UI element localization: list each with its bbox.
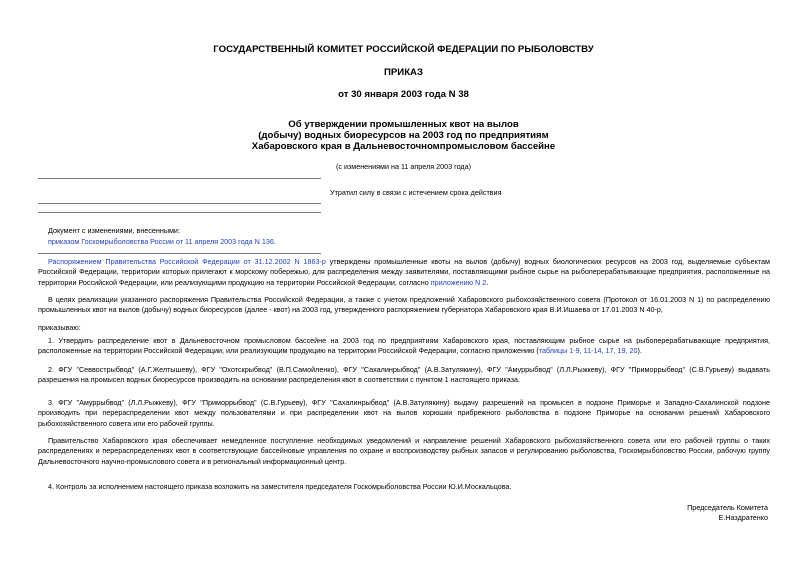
doc-type: ПРИКАЗ — [384, 67, 423, 78]
paragraph-2: В целях реализации указанного распоряжения Правительства Российской Федерации, а также с учетом предложений Хабаровского рыбохозяйственного совета (Протокол от 16.01.2003 N 1) по распределению промышленных квот на вылов (добычу) водных биоресурсов (далее - квот) на 2003 год, утвержденного распоряжением губернатора Хабаровского края В.И.Ишаева от 17.01.2003 N 40-р, — [38, 295, 770, 315]
signature-name: Е.Наздратенко — [718, 513, 768, 522]
paragraph-item-2: 2. ФГУ "Севвострыбвод" (А.Г.Желтышеву), ФГУ "Охотскрыбвод" (В.П.Самойленко), ФГУ "Сахалинрыбвод" (А.В.Затулякину), ФГУ "Амуррыбвод" (Л.Л.Рыжкеву), ФГУ "Приморрыбвод" (С.В.Гурьеву) выдавать разрешения на промысел водных биоресурсов производить на основании распределения квот в соответствии с пунктом 1 настоящего приказа. — [38, 365, 770, 385]
divider — [38, 253, 321, 254]
divider — [38, 203, 321, 204]
doc-title-line-1: Об утверждении промышленных квот на вылов — [288, 119, 519, 130]
appendix-2-link[interactable]: приложению N 2 — [430, 277, 487, 287]
doc-title-line-3: Хабаровского края в Дальневосточномпромысловом бассейне — [251, 141, 556, 152]
paragraph-item-3: 3. ФГУ "Амуррыбвод" (Л.Л.Рыжкеву), ФГУ "Приморрыбвод" (С.В.Гурьеву), ФГУ "Сахалинрыбвод" (А.В.Затулякину) выдачу разрешений на промысел в подзоне Приморье и Западно-Сахалинской подзоне производить при перераспределении квот между пользователями и при распределении квот на вылов корюшки прибрежного рыболовства в подзоне Приморье на основании решений Хабаровского рыбохозяйственного совета или его рабочей группы. — [38, 398, 770, 428]
doc-date-number: от 30 января 2003 года N 38 — [338, 89, 469, 100]
divider — [38, 212, 321, 213]
paragraph-item-4: 4. Контроль за исполнением настоящего приказа возложить на заместителя председателя Госкомрыболовства России Ю.И.Москальцова. — [48, 482, 512, 491]
paragraph-1: Распоряжением Правительства Российской Федерации от 31.12.2002 N 1863-р утверждены промышленные квоты на вылов (добычу) водных биологических ресурсов на 2003 год, выделяемые субъектам Российской Федерации, территории которых прилегают к морскому побережью, для распределения между заявителями, поставляющими рыбное сырье на рыбоперерабатывающие предприятия, расположенные на территории Российской Федерации, или реализующими продукцию на территории Российской Федерации, согласно приложению N 2. — [38, 257, 770, 287]
doc-title-line-2: (добычу) водных биоресурсов на 2003 год по предприятиям — [258, 130, 549, 141]
paragraph-order: приказываю: — [38, 323, 81, 332]
amending-order-link[interactable]: приказом Госкомрыболовства России от 11 апреля 2003 года N 136 — [48, 237, 274, 246]
paragraph-government: Правительство Хабаровского края обеспечивает немедленное поступление необходимых уведомлений и направление решений Хабаровского рыбохозяйственного совета или его рабочей группы о таких распределениях и перераспределениях квот в соответствующие бассейновые управления по охране и воспроизводству рыбных запасов и регулированию рыболовства, Госкомрыболовство России, рабочую группу Дальневосточного научно-промыслового совета и в региональный информационный центр. — [38, 436, 770, 466]
edition-note-line-1: Документ с изменениями, внесенными: — [48, 226, 180, 235]
signature-position: Председатель Комитета — [687, 503, 768, 512]
divider — [38, 178, 321, 179]
paragraph-item-1: 1. Утвердить распределение квот в Дальневосточном промысловом бассейне на 2003 год по предприятиям Хабаровского края, поставляющим рыбное сырье на рыбоперерабатывающие предприятия, расположенные на территории Российской Федерации, или реализующим продукцию на территории Российской Федерации, согласно приложению (таблицы 1-9, 11-14, 17, 19, 20). — [38, 336, 770, 356]
government-decree-link[interactable]: Распоряжением Правительства Российской Федерации от 31.12.2002 N 1863-р — [48, 257, 326, 266]
tables-link[interactable]: таблицы 1-9, 11-14, 17, 19, 20 — [538, 346, 638, 356]
status-note: Утратил силу в связи с истечением срока действия — [330, 188, 502, 197]
amendments-note: (с изменениями на 11 апреля 2003 года) — [335, 162, 472, 171]
edition-note-line-2: приказом Госкомрыболовства России от 11 апреля 2003 года N 136. — [48, 237, 276, 246]
committee-heading: ГОСУДАРСТВЕННЫЙ КОМИТЕТ РОССИЙСКОЙ ФЕДЕРАЦИИ ПО РЫБОЛОВСТВУ — [213, 44, 594, 55]
